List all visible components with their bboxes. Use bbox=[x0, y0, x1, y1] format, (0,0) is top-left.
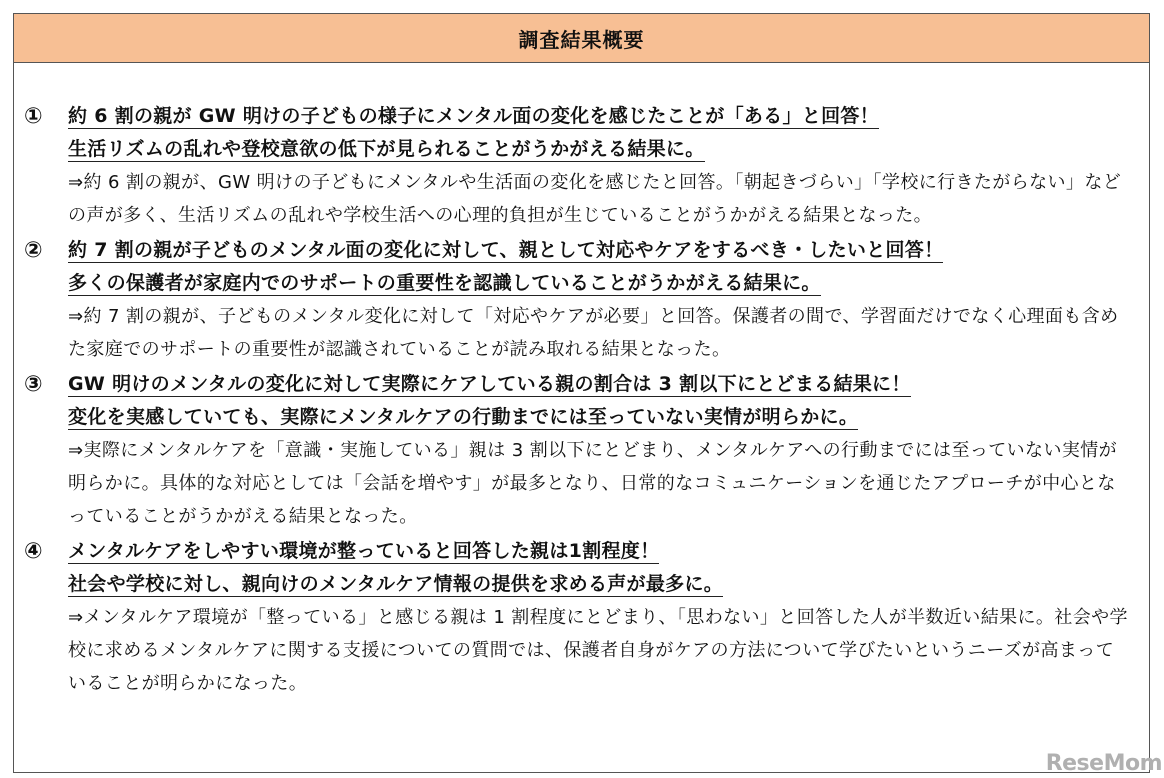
finding-headline: 約 7 割の親が子どものメンタル面の変化に対して、親として対応やケアをするべき・したいと回答！ bbox=[68, 239, 944, 261]
summary-title: 調査結果概要 bbox=[518, 27, 645, 52]
finding-body: ⇒実際にメンタルケアを「意識・実施している」親は 3 割以下にとどまり、メンタルケアへの行動までには至っていない実情が明らかに。具体的な対応としては「会話を増やす」が最多となり、日常的なコミュニケーションを通じたアプローチが中心となっていることがうかがえる結果となった。 bbox=[68, 440, 1118, 527]
finding-item-1 bbox=[14, 100, 1149, 232]
summary-content bbox=[14, 100, 1149, 702]
finding-number: ④ bbox=[24, 539, 43, 564]
finding-subheadline: 生活リズムの乱れや登校意欲の低下が見られることがうかがえる結果に。 bbox=[68, 138, 705, 160]
finding-number: ③ bbox=[24, 372, 43, 397]
finding-item-3 bbox=[14, 368, 1149, 533]
finding-number: ① bbox=[24, 104, 43, 129]
finding-item-2 bbox=[14, 234, 1149, 366]
finding-subheadline: 社会や学校に対し、親向けのメンタルケア情報の提供を求める声が最多に。 bbox=[68, 573, 724, 595]
finding-body: ⇒約 6 割の親が、GW 明けの子どもにメンタルや生活面の変化を感じたと回答。「朝起きづらい」「学校に行きたがらない」などの声が多く、生活リズムの乱れや学校生活への心理的負担が生じていることがうかがえる結果となった。 bbox=[68, 172, 1122, 226]
finding-subheadline: 変化を実感していても、実際にメンタルケアの行動までには至っていない実情が明らかに。 bbox=[68, 406, 859, 428]
summary-header bbox=[14, 14, 1149, 63]
finding-number: ② bbox=[24, 238, 43, 263]
logo-text: ReseMom bbox=[1045, 751, 1162, 776]
finding-subheadline: 多くの保護者が家庭内でのサポートの重要性を認識していることがうかがえる結果に。 bbox=[68, 272, 821, 294]
finding-item-4 bbox=[14, 535, 1149, 700]
finding-body: ⇒約 7 割の親が、子どものメンタル変化に対して「対応やケアが必要」と回答。保護者の間で、学習面だけでなく心理面も含めた家庭でのサポートの重要性が認識されていることが読み取れる結果となった。 bbox=[68, 306, 1119, 360]
summary-box bbox=[13, 13, 1150, 773]
finding-body: ⇒メンタルケア環境が「整っている」と感じる親は 1 割程度にとどまり、「思わない」と回答した人が半数近い結果に。社会や学校に求めるメンタルケアに関する支援についての質問では、保護者自身がケアの方法について学びたいというニーズが高まっていることが明らかになった。 bbox=[68, 607, 1128, 694]
finding-headline: メンタルケアをしやすい環境が整っていると回答した親は1割程度！ bbox=[68, 540, 660, 562]
resemom-logo bbox=[1046, 751, 1162, 776]
finding-headline: GW 明けのメンタルの変化に対して実際にケアしている親の割合は 3 割以下にとどまる結果に！ bbox=[68, 373, 911, 395]
finding-headline: 約 6 割の親が GW 明けの子どもの様子にメンタル面の変化を感じたことが「ある」と回答！ bbox=[68, 105, 879, 127]
